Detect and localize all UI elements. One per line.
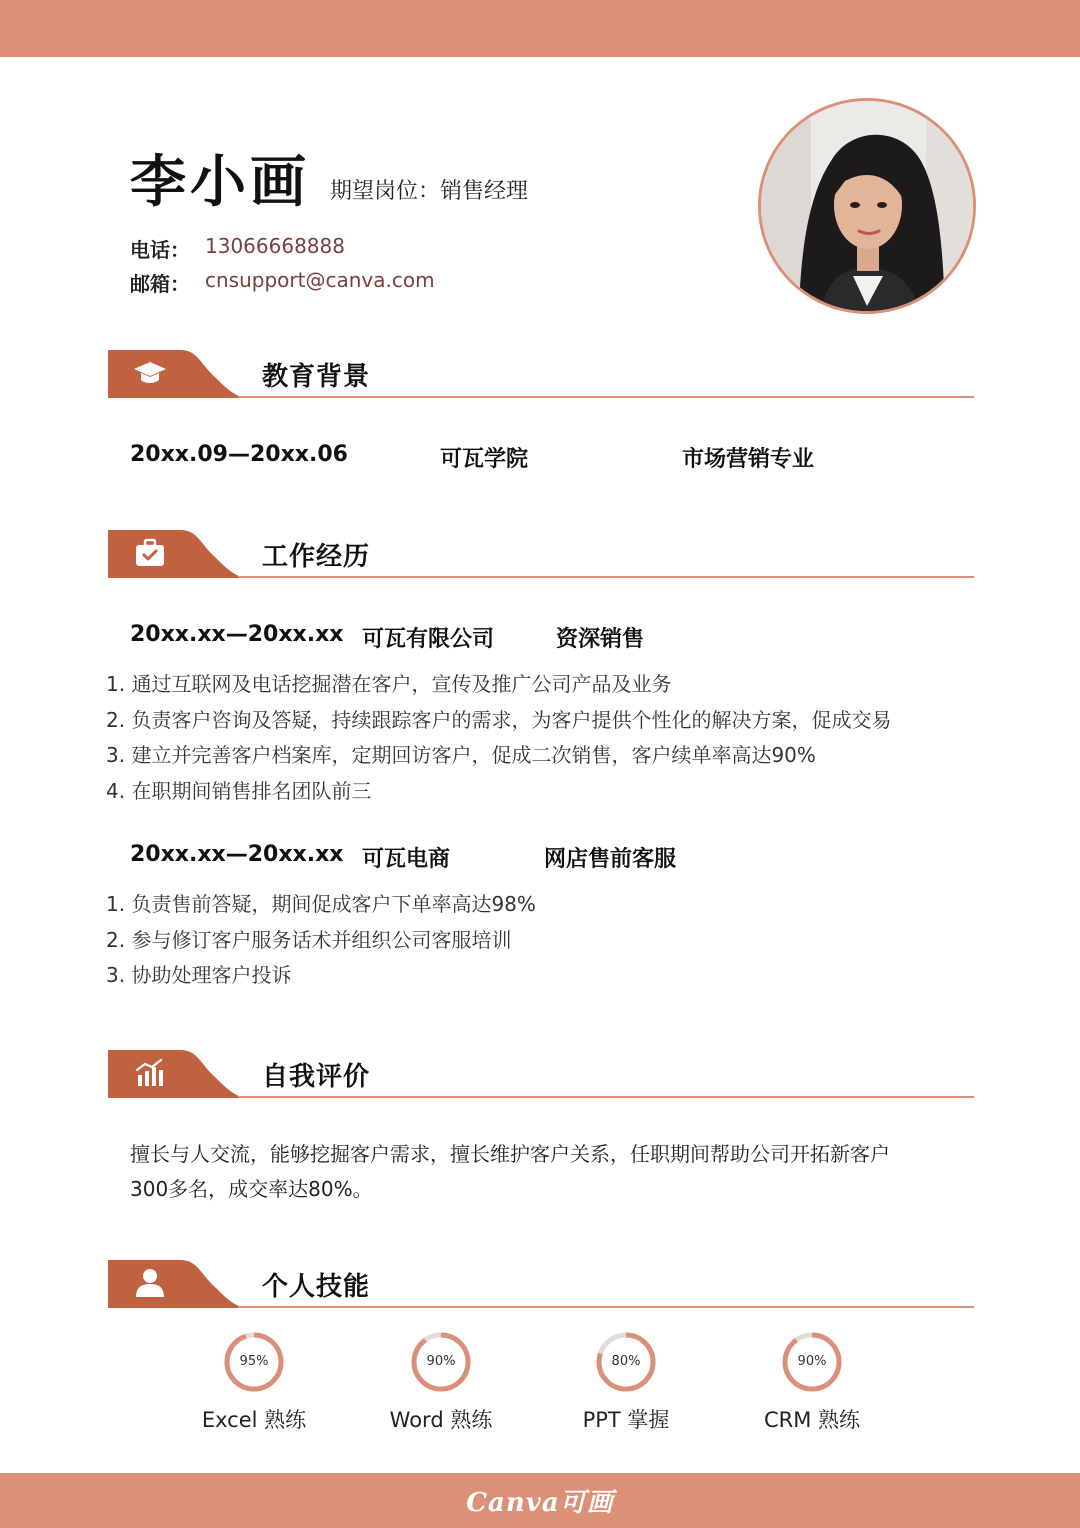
progress-ring [409, 1330, 473, 1394]
job-company: 可瓦电商 [362, 847, 451, 872]
list-item: 3. 建立并完善客户档案库，定期回访客户，促成二次销售，客户续单率高达90% [106, 743, 816, 767]
job-company: 可瓦有限公司 [362, 627, 495, 652]
section-title: 个人技能 [262, 1272, 371, 1302]
bottom-accent-bar [0, 1473, 1080, 1528]
skill-crm [732, 1330, 892, 1434]
job-period: 20xx.xx—20xx.xx [130, 622, 344, 647]
job-role: 网店售前客服 [544, 847, 677, 872]
skill-percent: 90% [426, 1354, 456, 1369]
self-evaluation-text [130, 1137, 970, 1207]
list-item: 4. 在职期间销售排名团队前三 [106, 778, 372, 803]
progress-ring [222, 1330, 286, 1394]
section-title: 自我评价 [262, 1062, 371, 1092]
section-tab [108, 1048, 248, 1100]
list-item: 1. 通过互联网及电话挖掘潜在客户，宣传及推广公司产品及业务 [106, 672, 672, 696]
email-label: 邮箱： [130, 272, 190, 296]
bar-chart-icon [130, 1056, 170, 1090]
section-self-eval-header [108, 1048, 974, 1100]
email-row [130, 268, 435, 297]
education-major: 市场营销专业 [682, 447, 815, 472]
job-role: 资深销售 [556, 627, 645, 652]
candidate-name: 李小画 [130, 150, 310, 215]
section-divider [238, 576, 974, 578]
phone-value: 13066668888 [205, 234, 345, 258]
skill-label: PPT 掌握 [582, 1408, 670, 1432]
skill-percent: 80% [611, 1354, 641, 1369]
education-period: 20xx.09—20xx.06 [130, 442, 348, 467]
section-divider [238, 1096, 974, 1098]
profile-photo [758, 98, 976, 314]
list-item: 1. 负责售前答疑，期间促成客户下单率高达98% [106, 892, 536, 916]
skill-label: CRM 熟练 [763, 1408, 861, 1432]
section-divider [238, 1306, 974, 1308]
section-divider [238, 396, 974, 398]
education-school: 可瓦学院 [440, 447, 529, 472]
job-1-duties [106, 667, 891, 809]
skill-percent: 90% [797, 1354, 827, 1369]
skill-word [361, 1330, 521, 1434]
email-value: cnsupport@canva.com [205, 268, 435, 292]
self-eval-line: 300多名，成交率达80%。 [130, 1177, 373, 1201]
section-education-header [108, 348, 974, 400]
graduation-cap-icon [130, 356, 170, 390]
progress-ring [594, 1330, 658, 1394]
skill-label: Excel 熟练 [201, 1408, 307, 1432]
phone-row [130, 234, 345, 263]
person-icon [130, 1266, 170, 1300]
list-item: 3. 协助处理客户投诉 [106, 963, 292, 987]
self-eval-line: 擅长与人交流，能够挖掘客户需求，擅长维护客户关系，任职期间帮助公司开拓新客户 [130, 1142, 890, 1166]
section-tab [108, 1258, 248, 1310]
desired-position: 期望岗位：销售经理 [330, 179, 529, 204]
progress-ring [780, 1330, 844, 1394]
phone-label: 电话： [130, 238, 190, 262]
canva-logo: Canva可画 [466, 1488, 614, 1518]
top-accent-bar [0, 0, 1080, 57]
section-title: 教育背景 [262, 362, 371, 392]
briefcase-check-icon [130, 536, 170, 570]
job-period: 20xx.xx—20xx.xx [130, 842, 344, 867]
skill-percent: 95% [239, 1354, 269, 1369]
list-item: 2. 参与修订客户服务话术并组织公司客服培训 [106, 927, 512, 952]
list-item: 2. 负责客户咨询及答疑，持续跟踪客户的需求，为客户提供个性化的解决方案，促成交易 [106, 707, 892, 732]
section-tab [108, 348, 248, 400]
section-title: 工作经历 [262, 542, 371, 572]
section-tab [108, 528, 248, 580]
skill-label: Word 熟练 [389, 1408, 493, 1432]
job-2-duties [106, 887, 536, 994]
section-work-header [108, 528, 974, 580]
skill-excel [174, 1330, 334, 1434]
section-skills-header [108, 1258, 974, 1310]
skill-ppt [546, 1330, 706, 1434]
